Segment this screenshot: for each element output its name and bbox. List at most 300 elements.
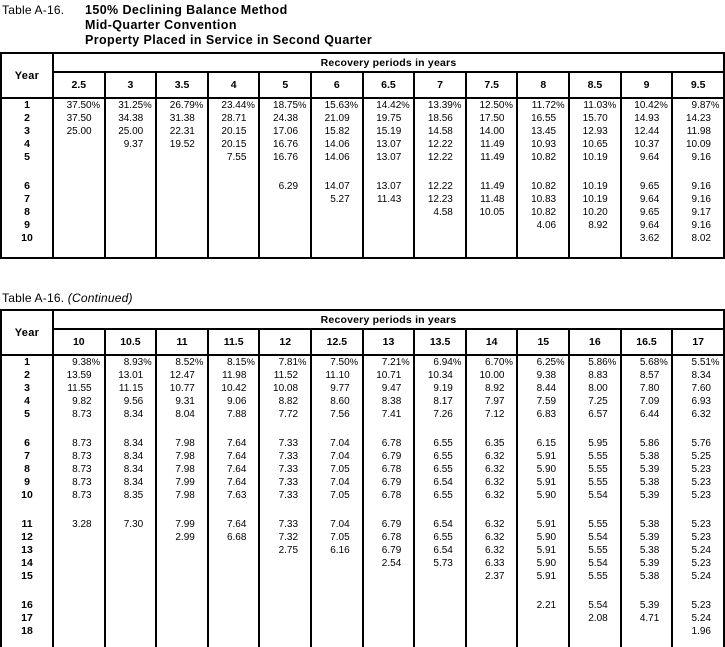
value-cell: 8.92 xyxy=(569,219,621,232)
value-cell: 26.79% xyxy=(156,98,208,112)
value-cell: 12.50% xyxy=(466,98,518,112)
value-cell: 8.15% xyxy=(208,355,260,369)
value-cell: 5.55 xyxy=(569,463,621,476)
value-cell xyxy=(156,583,208,599)
value-cell: 18.75% xyxy=(259,98,311,112)
table-row-year-10 xyxy=(1,489,724,502)
value-cell: 5.90 xyxy=(517,489,569,502)
value-cell xyxy=(414,599,466,612)
value-cell xyxy=(363,245,415,258)
recovery-period-column-7.5: 7.5 xyxy=(466,72,518,98)
value-cell xyxy=(156,151,208,164)
bottom-padding-row xyxy=(1,638,724,647)
value-cell xyxy=(414,421,466,437)
value-cell: 10.00 xyxy=(466,369,518,382)
value-cell: 2.37 xyxy=(466,570,518,583)
table-row-year-2 xyxy=(1,369,724,382)
table-row-year-6 xyxy=(1,437,724,450)
value-cell xyxy=(311,557,363,570)
recovery-period-column-9: 9 xyxy=(621,72,673,98)
value-cell xyxy=(156,180,208,193)
value-cell: 6.68 xyxy=(208,531,260,544)
value-cell xyxy=(53,421,105,437)
value-cell: 11.98 xyxy=(208,369,260,382)
value-cell: 4.58 xyxy=(414,206,466,219)
value-cell: 6.16 xyxy=(311,544,363,557)
table-row-year-4 xyxy=(1,138,724,151)
value-cell: 9.06 xyxy=(208,395,260,408)
value-cell: 23.44% xyxy=(208,98,260,112)
value-cell: 10.93 xyxy=(517,138,569,151)
value-cell xyxy=(156,245,208,258)
value-cell xyxy=(208,612,260,625)
value-cell xyxy=(311,164,363,180)
value-cell: 7.98 xyxy=(156,463,208,476)
value-cell xyxy=(105,206,157,219)
value-cell xyxy=(466,625,518,638)
value-cell: 8.73 xyxy=(53,476,105,489)
value-cell: 6.15 xyxy=(517,437,569,450)
table-row-year-8 xyxy=(1,206,724,219)
value-cell: 7.98 xyxy=(156,437,208,450)
value-cell: 6.93 xyxy=(672,395,724,408)
value-cell xyxy=(156,421,208,437)
value-cell: 11.49 xyxy=(466,151,518,164)
value-cell: 9.31 xyxy=(156,395,208,408)
table-row-year-9 xyxy=(1,219,724,232)
value-cell xyxy=(53,219,105,232)
value-cell xyxy=(105,625,157,638)
value-cell: 7.04 xyxy=(311,476,363,489)
value-cell: 11.03% xyxy=(569,98,621,112)
value-cell xyxy=(672,583,724,599)
value-cell xyxy=(259,599,311,612)
value-cell xyxy=(156,544,208,557)
value-cell xyxy=(53,583,105,599)
recovery-period-column-4: 4 xyxy=(208,72,260,98)
table-row-year-4 xyxy=(1,395,724,408)
value-cell xyxy=(517,625,569,638)
value-cell xyxy=(208,599,260,612)
value-cell: 5.51% xyxy=(672,355,724,369)
value-cell xyxy=(466,232,518,245)
value-cell xyxy=(414,502,466,518)
value-cell xyxy=(466,245,518,258)
value-cell: 37.50% xyxy=(53,98,105,112)
value-cell xyxy=(517,421,569,437)
value-cell: 5.27 xyxy=(311,193,363,206)
value-cell: 6.55 xyxy=(414,437,466,450)
value-cell: 11.52 xyxy=(259,369,311,382)
value-cell: 8.34 xyxy=(105,476,157,489)
depreciation-table-2 xyxy=(0,309,725,647)
value-cell: 12.22 xyxy=(414,180,466,193)
value-cell: 14.23 xyxy=(672,112,724,125)
value-cell xyxy=(53,180,105,193)
year-cell: 15 xyxy=(1,570,53,583)
recovery-periods-header: Recovery periods in years xyxy=(53,53,724,72)
value-cell: 11.43 xyxy=(363,193,415,206)
value-cell: 8.00 xyxy=(569,382,621,395)
value-cell: 5.76 xyxy=(672,437,724,450)
value-cell xyxy=(311,502,363,518)
year-cell: 18 xyxy=(1,625,53,638)
value-cell xyxy=(259,164,311,180)
value-cell: 15.19 xyxy=(363,125,415,138)
value-cell: 9.38 xyxy=(517,369,569,382)
year-cell xyxy=(1,583,53,599)
value-cell xyxy=(621,638,673,647)
table-row-year-5 xyxy=(1,408,724,421)
value-cell xyxy=(259,502,311,518)
value-cell: 6.78 xyxy=(363,463,415,476)
value-cell: 12.22 xyxy=(414,151,466,164)
value-cell: 5.24 xyxy=(672,612,724,625)
value-cell: 5.23 xyxy=(672,476,724,489)
value-cell: 8.34 xyxy=(105,437,157,450)
recovery-period-column-2.5: 2.5 xyxy=(53,72,105,98)
value-cell: 5.54 xyxy=(569,599,621,612)
header-row-group xyxy=(1,53,724,72)
value-cell: 10.09 xyxy=(672,138,724,151)
value-cell: 7.64 xyxy=(208,518,260,531)
value-cell xyxy=(466,164,518,180)
table1-header xyxy=(1,53,724,98)
value-cell: 9.19 xyxy=(414,382,466,395)
value-cell: 14.07 xyxy=(311,180,363,193)
value-cell: 8.44 xyxy=(517,382,569,395)
value-cell xyxy=(259,232,311,245)
value-cell xyxy=(621,625,673,638)
value-cell xyxy=(208,245,260,258)
value-cell xyxy=(517,232,569,245)
value-cell xyxy=(105,583,157,599)
year-cell: 10 xyxy=(1,489,53,502)
year-cell: 8 xyxy=(1,206,53,219)
value-cell: 1.96 xyxy=(672,625,724,638)
value-cell xyxy=(569,232,621,245)
value-cell xyxy=(105,531,157,544)
value-cell xyxy=(311,421,363,437)
value-cell: 15.70 xyxy=(569,112,621,125)
value-cell: 8.57 xyxy=(621,369,673,382)
value-cell xyxy=(311,583,363,599)
value-cell: 21.09 xyxy=(311,112,363,125)
value-cell: 4.06 xyxy=(517,219,569,232)
value-cell: 8.73 xyxy=(53,408,105,421)
value-cell: 5.39 xyxy=(621,489,673,502)
value-cell xyxy=(363,164,415,180)
value-cell: 6.78 xyxy=(363,531,415,544)
value-cell: 10.08 xyxy=(259,382,311,395)
value-cell: 7.98 xyxy=(156,450,208,463)
value-cell: 13.07 xyxy=(363,180,415,193)
value-cell: 7.21% xyxy=(363,355,415,369)
value-cell xyxy=(208,219,260,232)
table-row-year-2 xyxy=(1,112,724,125)
value-cell: 5.23 xyxy=(672,557,724,570)
value-cell xyxy=(105,151,157,164)
value-cell xyxy=(105,570,157,583)
value-cell: 14.06 xyxy=(311,151,363,164)
value-cell: 10.34 xyxy=(414,369,466,382)
value-cell xyxy=(105,599,157,612)
value-cell xyxy=(363,570,415,583)
value-cell: 11.48 xyxy=(466,193,518,206)
value-cell: 12.93 xyxy=(569,125,621,138)
value-cell: 5.90 xyxy=(517,531,569,544)
value-cell xyxy=(208,206,260,219)
value-cell xyxy=(363,232,415,245)
value-cell xyxy=(259,570,311,583)
value-cell: 6.32 xyxy=(672,408,724,421)
value-cell: 20.15 xyxy=(208,125,260,138)
value-cell: 10.65 xyxy=(569,138,621,151)
value-cell xyxy=(517,245,569,258)
value-cell: 5.54 xyxy=(569,557,621,570)
value-cell xyxy=(466,502,518,518)
value-cell: 7.33 xyxy=(259,450,311,463)
value-cell: 7.64 xyxy=(208,476,260,489)
value-cell: 10.42 xyxy=(208,382,260,395)
value-cell xyxy=(105,180,157,193)
value-cell: 28.71 xyxy=(208,112,260,125)
value-cell: 11.15 xyxy=(105,382,157,395)
value-cell xyxy=(208,544,260,557)
value-cell: 2.54 xyxy=(363,557,415,570)
value-cell: 5.23 xyxy=(672,518,724,531)
value-cell xyxy=(53,164,105,180)
value-cell xyxy=(156,232,208,245)
value-cell: 5.55 xyxy=(569,518,621,531)
value-cell: 11.49 xyxy=(466,138,518,151)
table-row-year-18 xyxy=(1,625,724,638)
value-cell: 7.63 xyxy=(208,489,260,502)
value-cell: 5.95 xyxy=(569,437,621,450)
value-cell xyxy=(363,599,415,612)
header-row-columns xyxy=(1,329,724,355)
value-cell: 8.93% xyxy=(105,355,157,369)
recovery-periods-header: Recovery periods in years xyxy=(53,310,724,329)
recovery-period-column-5: 5 xyxy=(259,72,311,98)
value-cell: 10.19 xyxy=(569,151,621,164)
table2-header xyxy=(1,310,724,355)
value-cell: 9.47 xyxy=(363,382,415,395)
value-cell xyxy=(105,164,157,180)
value-cell: 19.52 xyxy=(156,138,208,151)
value-cell: 2.08 xyxy=(569,612,621,625)
value-cell xyxy=(517,502,569,518)
value-cell xyxy=(414,638,466,647)
value-cell xyxy=(466,583,518,599)
value-cell: 24.38 xyxy=(259,112,311,125)
value-cell: 7.09 xyxy=(621,395,673,408)
recovery-period-column-11.5: 11.5 xyxy=(208,329,260,355)
recovery-period-column-10: 10 xyxy=(53,329,105,355)
value-cell: 18.56 xyxy=(414,112,466,125)
value-cell: 5.24 xyxy=(672,544,724,557)
value-cell: 34.38 xyxy=(105,112,157,125)
year-cell xyxy=(1,245,53,258)
year-cell: 9 xyxy=(1,219,53,232)
value-cell: 19.75 xyxy=(363,112,415,125)
value-cell: 5.39 xyxy=(621,557,673,570)
value-cell xyxy=(53,544,105,557)
value-cell xyxy=(53,531,105,544)
value-cell: 7.56 xyxy=(311,408,363,421)
value-cell xyxy=(672,245,724,258)
value-cell xyxy=(569,625,621,638)
value-cell xyxy=(105,502,157,518)
value-cell: 9.82 xyxy=(53,395,105,408)
value-cell: 5.90 xyxy=(517,463,569,476)
value-cell xyxy=(208,625,260,638)
year-cell: 5 xyxy=(1,408,53,421)
value-cell xyxy=(156,599,208,612)
value-cell: 7.80 xyxy=(621,382,673,395)
value-cell: 7.99 xyxy=(156,476,208,489)
value-cell: 13.01 xyxy=(105,369,157,382)
table-row-year-12 xyxy=(1,531,724,544)
value-cell xyxy=(259,583,311,599)
year-cell: 6 xyxy=(1,437,53,450)
value-cell xyxy=(311,599,363,612)
value-cell: 7.72 xyxy=(259,408,311,421)
table-row-year-16 xyxy=(1,599,724,612)
value-cell xyxy=(414,570,466,583)
value-cell xyxy=(208,232,260,245)
value-cell xyxy=(621,245,673,258)
value-cell: 9.65 xyxy=(621,206,673,219)
table-row-year-11 xyxy=(1,518,724,531)
value-cell: 13.07 xyxy=(363,138,415,151)
year-cell: 16 xyxy=(1,599,53,612)
value-cell: 5.54 xyxy=(569,489,621,502)
year-cell xyxy=(1,638,53,647)
value-cell: 5.23 xyxy=(672,463,724,476)
value-cell: 10.83 xyxy=(517,193,569,206)
value-cell xyxy=(517,583,569,599)
value-cell: 15.82 xyxy=(311,125,363,138)
value-cell xyxy=(156,193,208,206)
value-cell: 7.33 xyxy=(259,476,311,489)
bottom-padding-row xyxy=(1,245,724,258)
value-cell xyxy=(53,151,105,164)
value-cell xyxy=(53,206,105,219)
table-row-year-1 xyxy=(1,355,724,369)
recovery-period-column-14: 14 xyxy=(466,329,518,355)
value-cell xyxy=(672,421,724,437)
value-cell: 13.39% xyxy=(414,98,466,112)
value-cell xyxy=(311,625,363,638)
value-cell xyxy=(363,612,415,625)
year-cell xyxy=(1,164,53,180)
recovery-period-column-15: 15 xyxy=(517,329,569,355)
value-cell: 7.98 xyxy=(156,489,208,502)
value-cell xyxy=(363,502,415,518)
value-cell: 5.24 xyxy=(672,570,724,583)
value-cell: 9.87% xyxy=(672,98,724,112)
year-cell: 1 xyxy=(1,355,53,369)
year-cell: 2 xyxy=(1,369,53,382)
recovery-period-column-3: 3 xyxy=(105,72,157,98)
table-row-year-10 xyxy=(1,232,724,245)
value-cell: 8.04 xyxy=(156,408,208,421)
table1-body xyxy=(1,98,724,258)
year-column-header: Year xyxy=(1,53,53,98)
value-cell: 8.34 xyxy=(105,408,157,421)
value-cell: 22.31 xyxy=(156,125,208,138)
value-cell: 10.77 xyxy=(156,382,208,395)
value-cell: 7.04 xyxy=(311,518,363,531)
table-row-year-15 xyxy=(1,570,724,583)
value-cell xyxy=(156,570,208,583)
value-cell xyxy=(311,232,363,245)
value-cell: 14.58 xyxy=(414,125,466,138)
value-cell: 10.42% xyxy=(621,98,673,112)
value-cell: 6.94% xyxy=(414,355,466,369)
value-cell: 2.99 xyxy=(156,531,208,544)
recovery-period-column-3.5: 3.5 xyxy=(156,72,208,98)
value-cell xyxy=(208,583,260,599)
value-cell: 9.17 xyxy=(672,206,724,219)
value-cell xyxy=(517,638,569,647)
recovery-period-column-6.5: 6.5 xyxy=(363,72,415,98)
year-cell: 14 xyxy=(1,557,53,570)
value-cell xyxy=(672,502,724,518)
value-cell: 7.59 xyxy=(517,395,569,408)
value-cell: 8.73 xyxy=(53,463,105,476)
value-cell: 10.82 xyxy=(517,151,569,164)
value-cell xyxy=(621,502,673,518)
value-cell xyxy=(414,612,466,625)
value-cell: 8.38 xyxy=(363,395,415,408)
value-cell xyxy=(259,219,311,232)
value-cell xyxy=(569,421,621,437)
value-cell: 6.55 xyxy=(414,489,466,502)
value-cell: 6.32 xyxy=(466,518,518,531)
table2-label: Table A-16. xyxy=(2,291,65,305)
value-cell: 8.52% xyxy=(156,355,208,369)
value-cell: 6.25% xyxy=(517,355,569,369)
value-cell: 6.32 xyxy=(466,531,518,544)
value-cell: 7.30 xyxy=(105,518,157,531)
recovery-period-column-16.5: 16.5 xyxy=(621,329,673,355)
value-cell: 9.65 xyxy=(621,180,673,193)
table-row-year-14 xyxy=(1,557,724,570)
value-cell: 8.34 xyxy=(105,450,157,463)
recovery-period-column-13.5: 13.5 xyxy=(414,329,466,355)
value-cell xyxy=(208,570,260,583)
table1-label: Table A-16. xyxy=(2,3,65,17)
table1-title xyxy=(85,3,372,48)
value-cell: 12.44 xyxy=(621,125,673,138)
table1-title-line3: Property Placed in Service in Second Quarter xyxy=(85,33,373,47)
value-cell: 2.75 xyxy=(259,544,311,557)
year-cell: 3 xyxy=(1,382,53,395)
value-cell xyxy=(363,583,415,599)
year-cell: 9 xyxy=(1,476,53,489)
value-cell: 6.35 xyxy=(466,437,518,450)
year-cell: 5 xyxy=(1,151,53,164)
table1-title-block xyxy=(0,0,725,48)
value-cell: 7.32 xyxy=(259,531,311,544)
recovery-period-column-6: 6 xyxy=(311,72,363,98)
value-cell xyxy=(311,638,363,647)
value-cell xyxy=(53,232,105,245)
value-cell xyxy=(569,583,621,599)
value-cell xyxy=(208,421,260,437)
